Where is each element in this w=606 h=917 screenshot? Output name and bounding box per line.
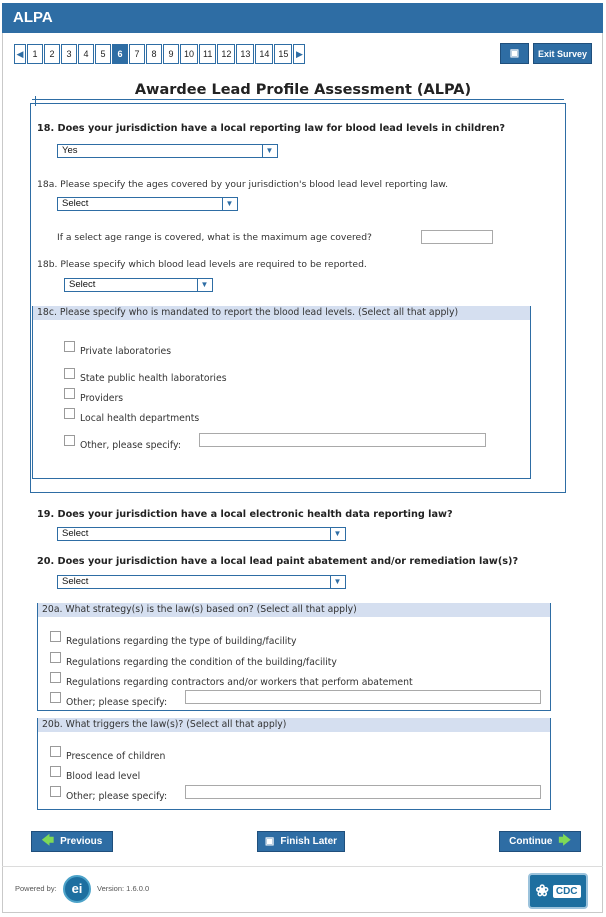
page-link-3[interactable]: 3 (61, 44, 77, 64)
chevron-down-icon: ▼ (330, 528, 344, 540)
q18c-option-5-label: Other, please specify: (80, 440, 181, 451)
page-link-15[interactable]: 15 (274, 44, 292, 64)
q20-label: 20. Does your jurisdiction have a local lead paint abatement and/or remediation law(s)? (37, 556, 519, 567)
q20a-option-3-checkbox[interactable] (50, 672, 61, 683)
q18b-label: 18b. Please specify which blood lead levels are required to be reported. (37, 259, 367, 270)
q20a-option-1-checkbox[interactable] (50, 631, 61, 642)
chevron-down-icon: ▼ (197, 279, 211, 291)
chevron-down-icon: ▼ (330, 576, 344, 588)
q20a-label: 20a. What strategy(s) is the law(s) based on? (Select all that apply) (38, 603, 550, 617)
page-link-14[interactable]: 14 (255, 44, 273, 64)
page-link-7[interactable]: 7 (129, 44, 145, 64)
q20b-label: 20b. What triggers the law(s)? (Select all that apply) (38, 718, 550, 732)
q18c-option-4-checkbox[interactable] (64, 408, 75, 419)
continue-button-label: Continue (509, 836, 553, 847)
page-link-10[interactable]: 10 (180, 44, 198, 64)
q18-select[interactable] (57, 144, 278, 158)
page-link-4[interactable]: 4 (78, 44, 94, 64)
version-label: Version: 1.6.0.0 (97, 884, 150, 893)
q20a-option-4-checkbox[interactable] (50, 692, 61, 703)
q20b-option-1-label: Prescence of children (66, 751, 166, 762)
q20a-option-1-label: Regulations regarding the type of building/facility (66, 636, 297, 647)
q20b-other-input[interactable] (185, 785, 541, 799)
page-navigator (14, 44, 306, 64)
finish-later-button-label: Finish Later (280, 836, 338, 847)
page-link-12[interactable]: 12 (217, 44, 235, 64)
q18c-other-input[interactable] (199, 433, 486, 447)
page-link-11[interactable]: 11 (199, 44, 216, 64)
q20-select-value: Select (62, 576, 89, 587)
hhs-eagle-icon: ❀ (535, 883, 549, 900)
cdc-logo (528, 873, 588, 909)
chevron-down-icon: ▼ (262, 145, 276, 157)
page-link-9[interactable]: 9 (163, 44, 179, 64)
q20b-option-2-checkbox[interactable] (50, 766, 61, 777)
chevron-down-icon: ▼ (222, 198, 236, 210)
q18c-label: 18c. Please specify who is mandated to report the blood lead levels. (Select all that apply) (33, 306, 530, 320)
page-link-5[interactable]: 5 (95, 44, 111, 64)
q20-select[interactable] (57, 575, 346, 589)
arrow-right-icon: 🡆 (558, 833, 571, 847)
exit-survey-button[interactable]: Exit Survey (533, 43, 592, 64)
q20b-option-2-label: Blood lead level (66, 771, 141, 782)
q18c-option-3-label: Providers (80, 393, 124, 404)
previous-button-label: Previous (60, 836, 103, 847)
continue-button[interactable] (499, 831, 581, 852)
title-divider (32, 99, 564, 100)
q20a-option-2-checkbox[interactable] (50, 652, 61, 663)
q18c-option-2-label: State public health laboratories (80, 373, 227, 384)
page-link-13[interactable]: 13 (236, 44, 254, 64)
q20a-option-2-label: Regulations regarding the condition of the building/facility (66, 657, 337, 668)
page-link-6-current[interactable]: 6 (112, 44, 128, 64)
save-icon: ▣ (264, 836, 275, 847)
save-icon: ▣ (509, 48, 520, 59)
q18c-option-1-checkbox[interactable] (64, 341, 75, 352)
app-title-bar (2, 3, 603, 33)
q18a-select-value: Select (62, 198, 89, 209)
footer-divider (2, 866, 603, 867)
q18c-option-5-checkbox[interactable] (64, 435, 75, 446)
page-title: Awardee Lead Profile Assessment (ALPA) (134, 82, 472, 98)
q20a-option-4-label: Other; please specify: (66, 697, 168, 708)
q18a-max-age-input[interactable] (421, 230, 493, 244)
app-title: ALPA (13, 9, 53, 26)
finish-later-button[interactable] (257, 831, 345, 852)
q18c-option-1-label: Private laboratories (80, 346, 172, 357)
ei-logo-icon: ei (63, 875, 91, 903)
q19-select[interactable] (57, 527, 346, 541)
powered-by-label: Powered by: (15, 884, 57, 893)
q18a-label: 18a. Please specify the ages covered by your jurisdiction's blood lead level reporting law. (37, 179, 448, 190)
q18-select-value: Yes (62, 145, 78, 156)
save-button[interactable] (500, 43, 529, 64)
q20a-option-3-label: Regulations regarding contractors and/or workers that perform abatement (66, 677, 413, 688)
page-link-2[interactable]: 2 (44, 44, 60, 64)
q20b-option-3-checkbox[interactable] (50, 786, 61, 797)
page-link-8[interactable]: 8 (146, 44, 162, 64)
previous-button[interactable] (31, 831, 113, 852)
prev-page-arrow-icon[interactable]: ◀ (14, 44, 26, 64)
page-link-1[interactable]: 1 (27, 44, 43, 64)
q18c-option-2-checkbox[interactable] (64, 368, 75, 379)
q19-select-value: Select (62, 528, 89, 539)
q18b-select[interactable] (64, 278, 213, 292)
q20b-option-3-label: Other; please specify: (66, 791, 168, 802)
cdc-logo-label: CDC (553, 885, 581, 898)
next-page-arrow-icon[interactable]: ▶ (293, 44, 305, 64)
q18c-option-3-checkbox[interactable] (64, 388, 75, 399)
q19-label: 19. Does your jurisdiction have a local electronic health data reporting law? (37, 509, 453, 520)
q18a-select[interactable] (57, 197, 238, 211)
q18c-option-4-label: Local health departments (80, 413, 200, 424)
q18-label: 18. Does your jurisdiction have a local reporting law for blood lead levels in children? (37, 123, 506, 134)
arrow-left-icon: 🡄 (41, 833, 55, 847)
q20b-option-1-checkbox[interactable] (50, 746, 61, 757)
q20a-other-input[interactable] (185, 690, 541, 704)
q18a-followup-label: If a select age range is covered, what is the maximum age covered? (57, 232, 372, 243)
q18b-select-value: Select (69, 279, 96, 290)
